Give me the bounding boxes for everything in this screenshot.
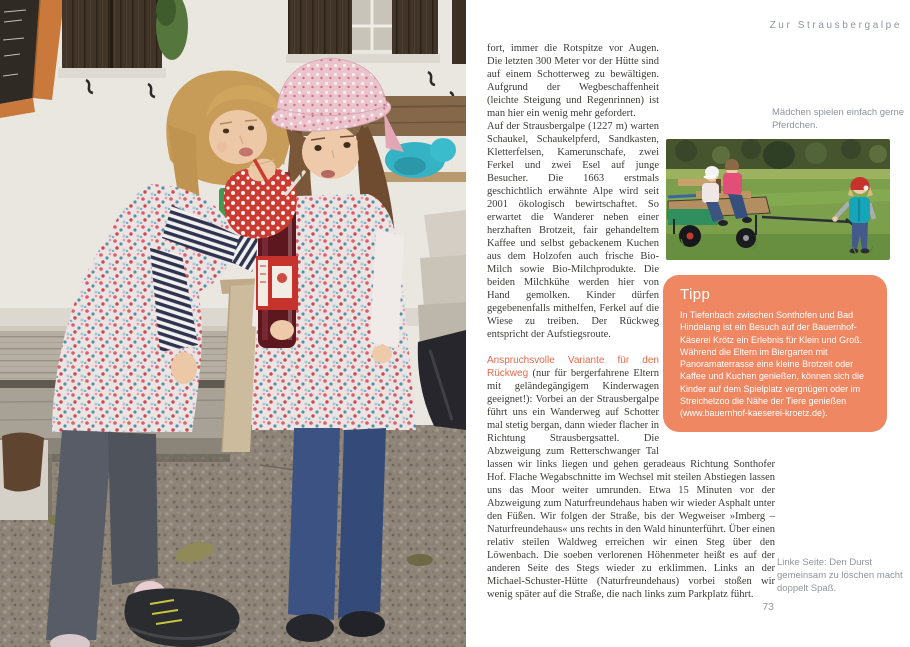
caption-left-page-photo: Linke Seite: Den Durst gemeinsam zu löschen macht doppelt Spaß. [777,557,903,594]
subheading-orange: Anspruchsvolle Variante für den Rückweg [487,355,659,379]
paragraph-1: fort, immer die Rotspitze vor Augen. Die letzten 300 Meter vor der Hütte sind auf einem Schotterweg zu bewältigen. Aufgrund der Wegbeschaffenheit (leichte Steigung und Regenrinnen) ist man hier ein wenig mehr gefordert. [487,43,659,119]
paragraph-3-text: (nur für bergerfahrene Eltern mit geländegängigem Kinderwagen geeignet!): Vorbei an der Strausbergalpe führt uns ein Wanderweg auf Schotter mal stetig bergan, dann wieder flacher in Richtung Strausbergsattel. Die Abzweigung zum Retterschwanger Tal lassen wir links liegen und gehen geradeaus Richtung Sonthofer Hof. Flache Wegabschnitte im Wechsel mit steilen Abstiegen lassen uns das Moor weiter umrunden. Etwa 15 Minuten vor der Abzweigung zum Naturfreundehaus haben wir wieder Asphalt unter den Füßen. Wir folgen der Straße, bis der Wegweiser »Imberg – Naturfreundehaus« uns rechts in den Wald hinunterführt. Über einen relativ steilen Waldweg erreichen wir einen Steg über den Löwenbach. Die soeben verlorenen Höhenmeter heißt es auf der anderen Seite des Stegs wieder zu erklimmen. Links an der Michael-Schuster-Hütte (Naturfreundehaus) vorbei stoßen wir wenig später auf die Straße, die nach links zum Parkplatz führt. [487,368,775,600]
paragraph-2: Auf der Strausbergalpe (1227 m) warten Schaukel, Schaukelpferd, Sandkasten, Kletterfelsen, Kamerunschafe, zwei Ferkel und zwei Esel auf junge Besucher. Die 1663 erstmals geschichtlich erwähnte Alpe wird seit 2001 ökologisch bewirtschaftet. So erwartet die Wanderer neben einer herzhaften Brotzeit, fair gehandeltem Kaffee und selbst gebackenem Kuchen aus dem Holzofen auch frische Bio-Milch sowie Bio-Milchprodukte. Die beiden Milchkühe werden hier von Hand gemolken. Kinder dürfen gegebenenfalls mithelfen, Ferkel auf die Wiese zu treiben. Der Rückweg entspricht der Aufstiegsroute. [487,121,659,340]
running-head: Zur Strausbergalpe [769,20,902,31]
tip-box [663,275,887,432]
caption-cart-photo: Mädchen spielen einfach gerne Pferdchen. [772,107,905,131]
page-number: 73 [762,601,774,613]
tip-box-text: In Tiefenbach zwischen Sonthofen und Bad Hindelang ist ein Besuch auf der Bauernhof-Käserei Krötz ein Erlebnis für Klein und Groß. Während die Eltern im Biergarten mit Panoramaterrasse eine kleine Brotzeit oder Kaffee und Kuchen genießen, können sich die Kinder auf dem Spielplatz vergnügen oder im Streichelzoo die Nähe der Tiere genießen (www.bauernhof-kaeserei-kroetz.de). [680,310,864,419]
cart-photo [666,139,890,260]
tip-box-title: Tipp [680,286,711,303]
children-wagon-photo [666,139,890,260]
